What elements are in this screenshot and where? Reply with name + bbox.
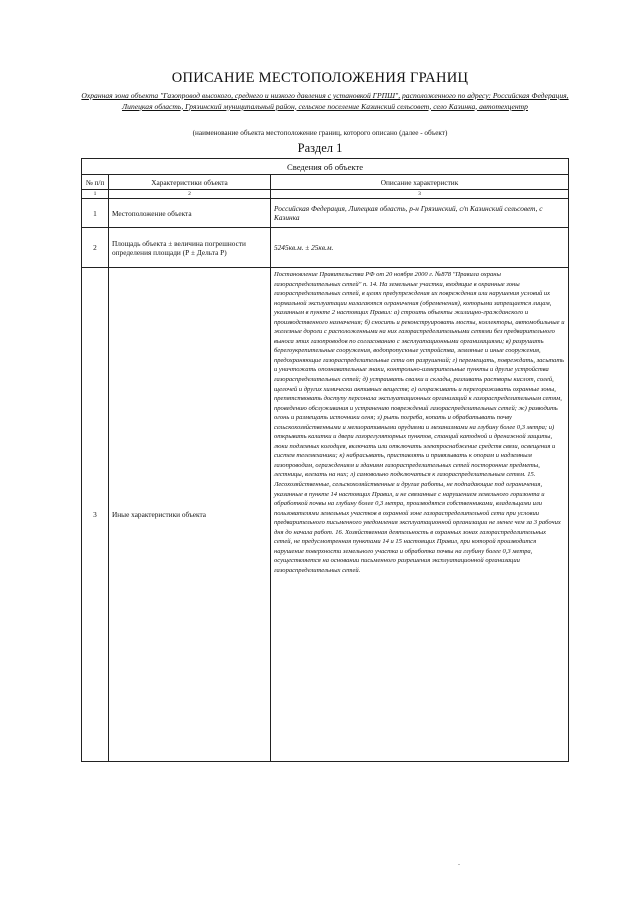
row-number: 1 — [82, 199, 109, 228]
column-number: 3 — [271, 190, 569, 199]
column-number: 1 — [82, 190, 109, 199]
row-description: Постановление Правительства РФ от 20 ноября 2000 г. №878 "Правила охраны газораспределительных сетей" п. 14. На земельные участки, входящие в охранные зоны газораспределительных сетей, в целях предупреждения их повреждения или нарушения условий их нормальной эксплуатации налагаются ограничения (обременения), которыми запрещается лицам, указанным в пункте 2 настоящих Правил: а) строить объекты жилищно-гражданского и производственного назначения; б) сносить и реконструировать мосты, коллекторы, автомобильные и железные дороги с расположенными на них газораспределительными сетями без предварительного выноса этих газопроводов по согласованию с эксплуатационными организациями; в) разрушать берегоукрепительные сооружения, водопропускные устройства, земляные и иные сооружения, предохраняющие газораспределительные сети от разрушений; г) перемещать, повреждать, засыпать и уничтожать опознавательные знаки, контрольно-измерительные пункты и другие устройства газораспределительных сетей; д) устраивать свалки и склады, разливать растворы кислот, солей, щелочей и других химически активных веществ; е) огораживать и перегораживать охранные зоны, препятствовать доступу персонала эксплуатационных организаций к газораспределительным сетям, проведению обслуживания и устранению повреждений газораспределительных сетей; ж) разводить огонь и размещать источники огня; з) рыть погреба, копать и обрабатывать почву сельскохозяйственными и мелиоративными орудиями и механизмами на глубину более 0,3 метра; и) открывать калитки и двери газорегуляторных пунктов, станций катодной и дренажной защиты, люки подземных колодцев, включать или отключать электроснабжение средств связи, освещения и систем телемеханики; к) набрасывать, приставлять и привязывать к опорам и надземным газопроводам, ограждениям и зданиям газораспределительных сетей посторонние предметы, лестницы, влезать на них; л) самовольно подключаться к газораспределительным сетям. 15. Лесохозяйственные, сельскохозяйственные и другие работы, не подпадающие под ограничения, указанные в пункте 14 настоящих Правил, и не связанные с нарушением земельного горизонта и обработкой почвы на глубину более 0,3 метра, производятся собственниками, владельцами или пользователями земельных участков в охранной зоне газораспределительной сети при условии предварительного письменного уведомления эксплуатационной организации не менее чем за 3 рабочих дня до начала работ. 16. Хозяйственная деятельность в охранных зонах газораспределительных сетей, не предусмотренная пунктами 14 и 15 настоящих Правил, при которой производится нарушение поверхности земельного участка и обработка почвы на глубину более 0,3 метра, осуществляется на основании письменного разрешения эксплуатационной организации газораспределительных сетей. — [271, 268, 569, 762]
column-header-row — [82, 175, 569, 190]
row-description: Российская Федерация, Липецкая область, р-н Грязинский, с/п Казинский сельсовет, с Казинка — [271, 199, 569, 228]
table-row — [82, 228, 569, 268]
row-characteristic: Местоположение объекта — [109, 199, 271, 228]
row-number: 3 — [82, 268, 109, 762]
row-description: 5245кв.м. ± 25кв.м. — [271, 228, 569, 268]
column-number-row — [82, 190, 569, 199]
table-header: Сведения об объекте — [82, 159, 569, 175]
object-subtitle: Охранная зона объекта "Газопровод высокого, среднего и низкого давления с установкой ГРПШ", расположенного по адресу: Российская Федерация, Липецкая область, Грязинский муниципальный район, сельское поселение Казинский сельсовет, село Казинка, автотехцентр — [81, 91, 569, 111]
section-title: Раздел 1 — [297, 141, 343, 155]
row-characteristic: Площадь объекта ± величина погрешности определения площади (Р ± Дельта Р) — [109, 228, 271, 268]
column-number: 2 — [109, 190, 271, 199]
row-number: 2 — [82, 228, 109, 268]
column-header-characteristics: Характеристики объекта — [109, 175, 271, 190]
column-header-description: Описание характеристик — [271, 175, 569, 190]
page-title: ОПИСАНИЕ МЕСТОПОЛОЖЕНИЯ ГРАНИЦ — [171, 70, 469, 86]
object-info-table — [81, 158, 569, 762]
table-row — [82, 199, 569, 228]
footer-mark: . — [458, 858, 460, 867]
table-header-row — [82, 159, 569, 175]
table-row — [82, 268, 569, 762]
row-characteristic: Иные характеристики объекта — [109, 268, 271, 762]
column-header-num: № п/п — [82, 175, 109, 190]
object-caption: (наименование объекта местоположение границ, которого описано (далее - объект) — [192, 129, 448, 137]
